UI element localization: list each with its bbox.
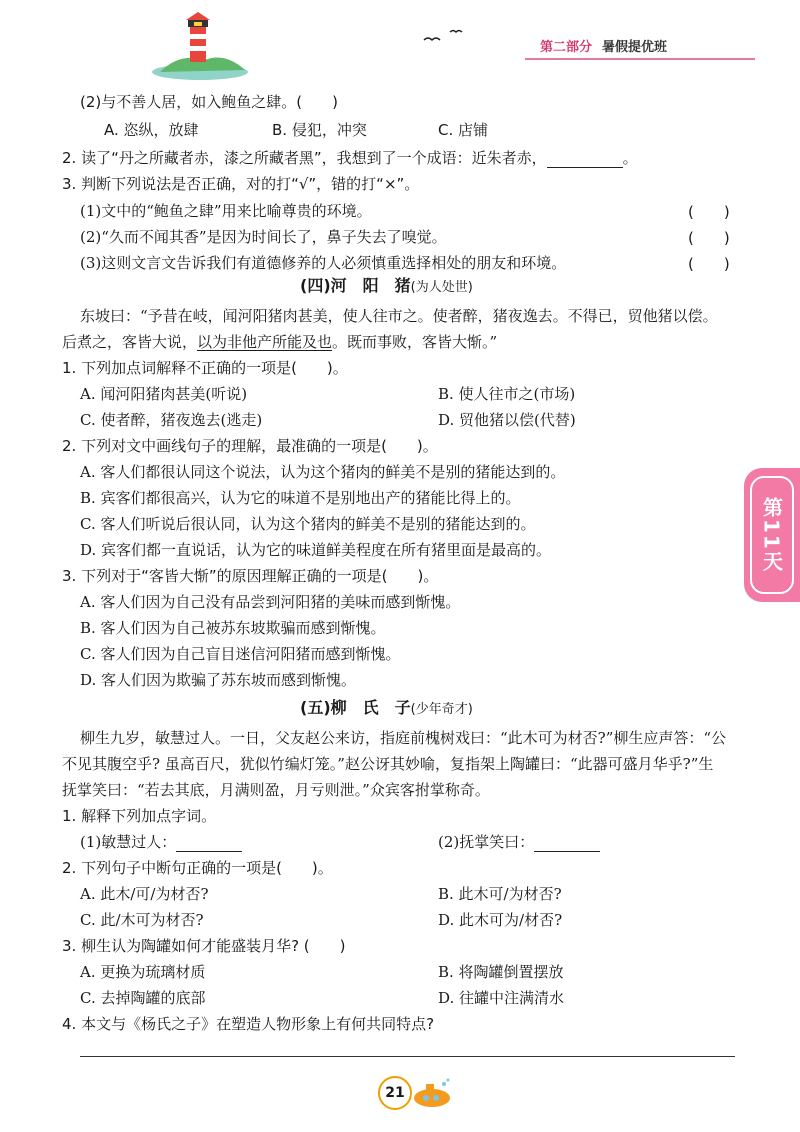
question-3: 3. 判断下列说法是否正确，对的打“√”，错的打“×”。 [62,175,420,193]
header-part: 第二部分 [540,40,593,55]
s4-q2-option-b: B. 宾客们都很高兴，认为它的味道不是别地出产的猪能比得上的。 [80,489,521,507]
header-class: 暑假提优班 [602,40,668,55]
passage-5-line-2: 不见其腹空乎? 虽高百尺，犹似竹编灯笼。”赵公讶其妙喻，复指架上陶罐曰：“此器可盛月华乎?”生 [62,755,714,773]
question-2: 2. 读了“丹之所藏者赤，漆之所藏者黑”，我想到了一个成语：近朱者赤， 。 [62,149,638,167]
s5-q2-option-d: D. 此木可为/材否? [438,911,563,929]
s4-q2-option-c: C. 客人们听说后很认同，认为这个猪肉的鲜美不是别的猪能达到的。 [80,515,536,533]
section-5-title: (五)柳 氏 子(少年奇才) [300,698,473,717]
option-c: C. 店铺 [438,121,489,139]
answer-blank[interactable] [534,836,600,852]
submarine-icon [410,1078,454,1110]
s4-q3-option-d: D. 客人们因为欺骗了苏东坡而感到惭愧。 [80,671,357,689]
lighthouse-icon [150,12,270,82]
s5-question-4: 4. 本文与《杨氏之子》在塑造人物形象上有何共同特点? [62,1015,435,1033]
section-4-title: (四)河 阳 猪(为人处世) [300,276,473,295]
s5-q2-option-b: B. 此木可/为材否? [438,885,562,903]
s5-question-3: 3. 柳生认为陶罐如何才能盛装月华? ( ) [62,937,346,955]
judge-paren-1[interactable]: ( ) [688,203,730,221]
judge-item-2: (2)“久而不闻其香”是因为时间长了，鼻子失去了嗅觉。 [80,228,447,246]
s5-q3-option-b: B. 将陶罐倒置摆放 [438,963,564,981]
s4-q1-option-d: D. 贸他猪以偿(代替) [438,411,576,429]
passage-4-line-1: 东坡曰：“予昔在岐，闻河阳猪肉甚美，使人往市之。使者醉，猪夜逸去。不得已，贸他猪以偿。 [80,307,718,325]
s5-question-1: 1. 解释下列加点字词。 [62,807,217,825]
s4-q3-option-b: B. 客人们因为自己被苏东坡欺骗而感到惭愧。 [80,619,386,637]
option-a: A. 恣纵，放肆 [104,121,199,139]
s4-q2-option-d: D. 宾客们都一直说话，认为它的味道鲜美程度在所有猪里面是最高的。 [80,541,552,559]
s5-q1-item-2: (2)抚掌笑曰： [438,832,600,852]
s4-q1-option-c: C. 使者醉，猪夜逸去(逃走) [80,411,263,429]
header-divider [525,58,755,60]
s4-question-3: 3. 下列对于“客皆大惭”的原因理解正确的一项是( )。 [62,567,439,585]
day-tab-label: 第11天 [759,497,784,573]
s4-q3-option-a: A. 客人们因为自己没有品尝到河阳猪的美味而感到惭愧。 [80,593,461,611]
underlined-sentence: 以为非他产所能及也 [197,333,333,351]
s5-question-2: 2. 下列句子中断句正确的一项是( )。 [62,859,333,877]
passage-5-line-1: 柳生九岁，敏慧过人。一日，父友赵公来访，指庭前槐树戏曰：“此木可为材否?”柳生应声答：“公 [80,729,727,747]
s5-q1-item-1: (1)敏慧过人： [80,832,242,852]
answer-blank[interactable] [176,836,242,852]
s4-q3-option-c: C. 客人们因为自己盲目迷信河阳猪而感到惭愧。 [80,645,401,663]
option-b: B. 侵犯，冲突 [272,121,367,139]
answer-line[interactable] [80,1056,735,1057]
s5-q3-option-d: D. 往罐中注满清水 [438,989,565,1007]
passage-5-line-3: 抚掌笑曰：“若去其底，月满则盈，月亏则泄。”众宾客拊掌称奇。 [62,781,490,799]
s4-q1-option-a: A. 闻河阳猪肉甚美(听说) [80,385,248,403]
judge-item-3: (3)这则文言文告诉我们有道德修养的人必须慎重选择相处的朋友和环境。 [80,254,567,272]
header-title [540,36,667,55]
s5-q2-option-c: C. 此/木可为材否? [80,911,204,929]
judge-paren-3[interactable]: ( ) [688,255,730,273]
s4-question-1: 1. 下列加点词解释不正确的一项是( )。 [62,359,348,377]
answer-blank[interactable] [547,152,623,168]
judge-item-1: (1)文中的“鲍鱼之肆”用来比喻尊贵的环境。 [80,202,372,220]
s4-q1-option-b: B. 使人往市之(市场) [438,385,576,403]
s5-q3-option-a: A. 更换为琉璃材质 [80,963,206,981]
s4-question-2: 2. 下列对文中画线句子的理解，最准确的一项是( )。 [62,437,438,455]
s5-q3-option-c: C. 去掉陶罐的底部 [80,989,206,1007]
question-1-2: (2)与不善人居，如入鲍鱼之肆。( ) [80,93,338,111]
birds-icon [420,26,470,46]
s5-q2-option-a: A. 此木/可/为材否? [80,885,209,903]
s4-q2-option-a: A. 客人们都很认同这个说法，认为这个猪肉的鲜美不是别的猪能达到的。 [80,463,566,481]
judge-paren-2[interactable]: ( ) [688,229,730,247]
page-number: 21 [378,1076,412,1110]
day-tab [744,468,800,602]
passage-4-line-2: 后煮之，客皆大说，以为非他产所能及也。既而事败，客皆大惭。” [62,333,498,351]
